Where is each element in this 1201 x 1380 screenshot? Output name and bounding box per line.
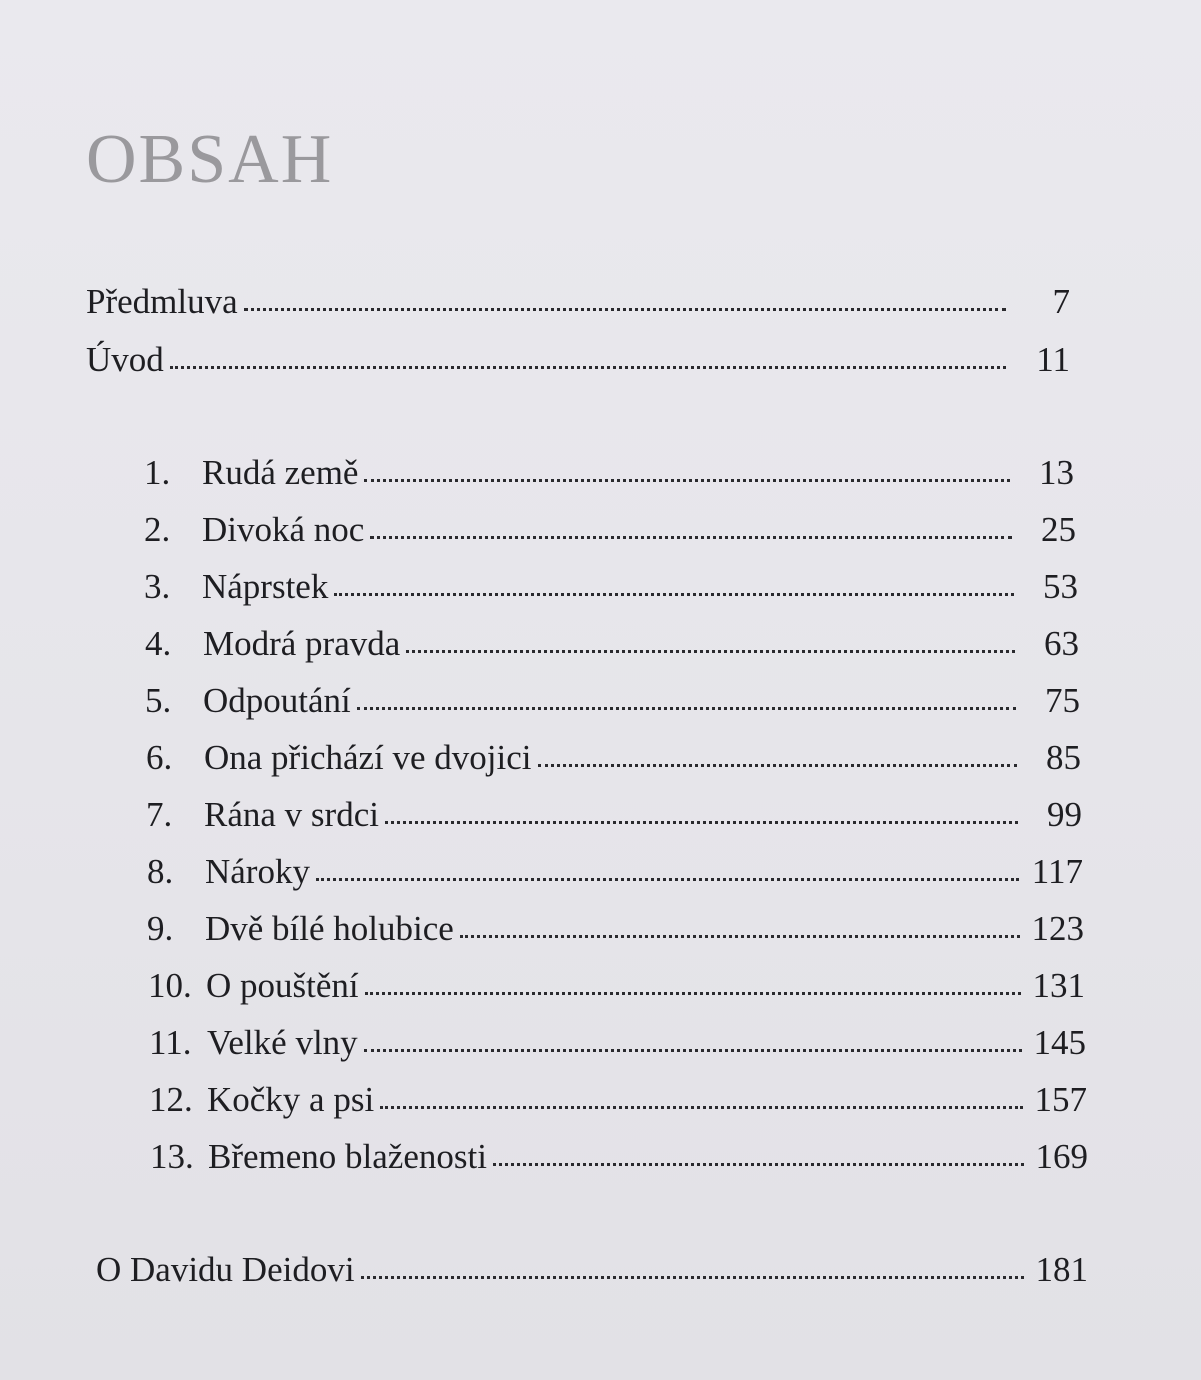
chapter-page: 169 xyxy=(1035,1137,1088,1176)
chapter-number: 8. xyxy=(147,852,174,891)
dot-leader xyxy=(361,1276,1024,1279)
chapter-title: O pouštění xyxy=(206,966,359,1005)
chapter-number: 9. xyxy=(147,909,174,948)
chapter-number: 4. xyxy=(145,624,172,663)
dot-leader xyxy=(244,308,1006,311)
chapter-page: 131 xyxy=(1032,966,1085,1005)
chapter-title: Odpoutání xyxy=(203,681,351,720)
dot-leader xyxy=(406,650,1015,653)
dot-leader xyxy=(316,878,1019,881)
chapter-title: Dvě bílé holubice xyxy=(205,909,454,948)
toc-chapter-6 xyxy=(146,740,1081,775)
toc-chapter-10 xyxy=(148,968,1085,1003)
chapter-number: 11. xyxy=(149,1023,192,1062)
dot-leader xyxy=(334,593,1014,596)
page-title: OBSAH xyxy=(86,120,334,198)
dot-leader xyxy=(370,536,1012,539)
toc-chapter-7 xyxy=(146,797,1082,832)
chapter-page: 123 xyxy=(1031,909,1084,948)
chapter-page: 63 xyxy=(1044,624,1079,663)
dot-leader xyxy=(385,821,1018,824)
dot-leader xyxy=(364,1049,1022,1052)
chapter-number: 10. xyxy=(148,966,192,1005)
toc-chapter-12 xyxy=(149,1082,1087,1117)
toc-chapter-1 xyxy=(144,455,1074,490)
toc-chapter-11 xyxy=(149,1025,1086,1060)
dot-leader xyxy=(357,707,1016,710)
toc-chapter-5 xyxy=(145,683,1080,718)
chapter-page: 75 xyxy=(1045,681,1080,720)
dot-leader xyxy=(364,479,1010,482)
chapter-page: 85 xyxy=(1046,738,1081,777)
chapter-title: Břemeno blaženosti xyxy=(208,1137,487,1176)
toc-entry-predmluva xyxy=(86,284,1070,319)
toc-entry-page: 181 xyxy=(1035,1250,1088,1289)
toc-chapter-2 xyxy=(144,512,1076,547)
chapter-title: Divoká noc xyxy=(202,510,365,549)
toc-chapter-3 xyxy=(144,569,1078,604)
toc-entry-label: O Davidu Deidovi xyxy=(96,1250,355,1289)
toc-chapter-9 xyxy=(147,911,1084,946)
chapter-page: 13 xyxy=(1039,453,1074,492)
chapter-title: Modrá pravda xyxy=(203,624,401,663)
dot-leader xyxy=(170,366,1006,369)
chapter-title: Kočky a psi xyxy=(207,1080,375,1119)
chapter-number: 1. xyxy=(144,453,171,492)
chapter-number: 5. xyxy=(145,681,172,720)
chapter-number: 7. xyxy=(146,795,173,834)
dot-leader xyxy=(380,1106,1023,1109)
toc-chapter-8 xyxy=(147,854,1083,889)
chapter-number: 3. xyxy=(144,567,171,606)
toc-entry-label: Předmluva xyxy=(86,282,238,321)
dot-leader xyxy=(365,992,1021,995)
dot-leader xyxy=(538,764,1017,767)
toc-entry-page: 7 xyxy=(1052,282,1070,321)
chapter-page: 157 xyxy=(1034,1080,1087,1119)
chapter-title: Rudá země xyxy=(202,453,359,492)
chapter-number: 2. xyxy=(144,510,171,549)
chapter-title: Náprstek xyxy=(202,567,329,606)
dot-leader xyxy=(493,1163,1024,1166)
toc-entry-label: Úvod xyxy=(86,340,164,379)
chapter-number: 13. xyxy=(150,1137,194,1176)
chapter-title: Nároky xyxy=(205,852,310,891)
toc-chapter-13 xyxy=(150,1139,1088,1174)
chapter-page: 99 xyxy=(1047,795,1082,834)
toc-chapter-4 xyxy=(145,626,1079,661)
chapter-title: Rána v srdci xyxy=(204,795,379,834)
chapter-title: Ona přichází ve dvojici xyxy=(204,738,532,777)
chapter-page: 145 xyxy=(1033,1023,1086,1062)
toc-entry-page: 11 xyxy=(1036,340,1070,379)
dot-leader xyxy=(460,935,1020,938)
chapter-page: 117 xyxy=(1031,852,1083,891)
chapter-number: 6. xyxy=(146,738,173,777)
chapter-title: Velké vlny xyxy=(207,1023,358,1062)
toc-entry-uvod xyxy=(86,342,1070,377)
chapter-page: 25 xyxy=(1041,510,1076,549)
chapter-number: 12. xyxy=(149,1080,193,1119)
toc-entry-o-davidu-deidovi xyxy=(96,1252,1088,1287)
chapter-page: 53 xyxy=(1043,567,1078,606)
